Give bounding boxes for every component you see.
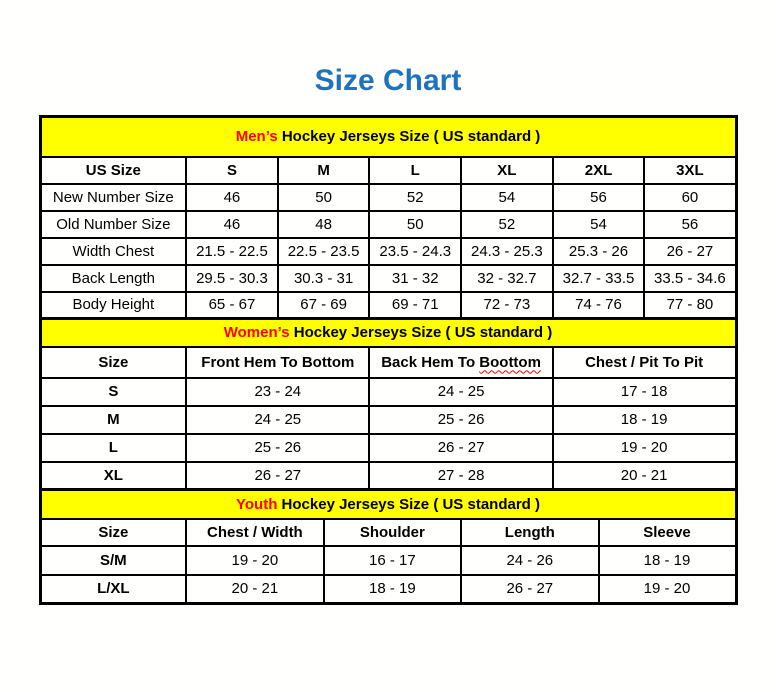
womens-caption-accent: Women’s xyxy=(223,324,290,342)
mens-cell: 33.5 - 34.6 xyxy=(644,265,736,292)
womens-column-header: Front Hem To Bottom xyxy=(186,347,369,378)
mens-row-label: Width Chest xyxy=(40,238,186,265)
womens-caption-text: Hockey Jerseys Size ( US standard ) xyxy=(289,324,553,342)
mens-cell: 30.3 - 31 xyxy=(278,265,370,292)
youth-column-header: Size xyxy=(40,519,186,546)
youth-cell: 24 - 26 xyxy=(461,546,598,575)
youth-cell: 20 - 21 xyxy=(186,575,323,604)
mens-column-header: XL xyxy=(461,157,553,184)
womens-cell: 17 - 18 xyxy=(553,378,736,406)
mens-cell: 54 xyxy=(553,211,645,238)
womens-cell: 24 - 25 xyxy=(369,378,552,406)
womens-row-label: S xyxy=(40,378,186,406)
mens-cell: 32.7 - 33.5 xyxy=(553,265,645,292)
mens-cell: 74 - 76 xyxy=(553,292,645,319)
misspelled-word: Boottom xyxy=(479,353,541,371)
mens-column-header: 2XL xyxy=(553,157,645,184)
womens-row-label: L xyxy=(40,434,186,462)
mens-row-label: Back Length xyxy=(40,265,186,292)
mens-cell: 56 xyxy=(644,211,736,238)
mens-table-row xyxy=(40,292,736,319)
mens-size-table xyxy=(39,115,738,320)
mens-cell: 46 xyxy=(186,211,278,238)
youth-row-label: S/M xyxy=(40,546,186,575)
mens-table-row xyxy=(40,265,736,292)
youth-caption-accent: Youth xyxy=(236,495,278,513)
womens-cell: 25 - 26 xyxy=(186,434,369,462)
youth-column-header: Sleeve xyxy=(599,519,736,546)
mens-column-header: US Size xyxy=(40,157,186,184)
youth-cell: 26 - 27 xyxy=(461,575,598,604)
womens-cell: 25 - 26 xyxy=(369,406,552,434)
mens-column-header: S xyxy=(186,157,278,184)
womens-table-row xyxy=(40,462,736,490)
womens-caption-row xyxy=(40,319,736,347)
youth-column-header: Shoulder xyxy=(324,519,461,546)
womens-row-label: M xyxy=(40,406,186,434)
womens-column-header: Back Hem To Boottom xyxy=(369,347,552,378)
mens-cell: 46 xyxy=(186,184,278,211)
mens-row-label: Body Height xyxy=(40,292,186,319)
page-title: Size Chart xyxy=(314,64,462,97)
mens-caption-accent: Men’s xyxy=(235,128,278,146)
womens-header-row xyxy=(40,347,736,378)
mens-cell: 23.5 - 24.3 xyxy=(369,238,461,265)
womens-cell: 23 - 24 xyxy=(186,378,369,406)
youth-cell: 18 - 19 xyxy=(599,546,736,575)
mens-caption-row xyxy=(40,117,736,157)
womens-table-row xyxy=(40,406,736,434)
mens-column-header: M xyxy=(278,157,370,184)
womens-cell: 27 - 28 xyxy=(369,462,552,490)
womens-cell: 24 - 25 xyxy=(186,406,369,434)
youth-cell: 19 - 20 xyxy=(186,546,323,575)
youth-caption-row xyxy=(40,490,736,519)
mens-cell: 25.3 - 26 xyxy=(553,238,645,265)
mens-cell: 77 - 80 xyxy=(644,292,736,319)
mens-cell: 32 - 32.7 xyxy=(461,265,553,292)
youth-table-caption xyxy=(40,490,736,519)
womens-column-header: Chest / Pit To Pit xyxy=(553,347,736,378)
mens-cell: 21.5 - 22.5 xyxy=(186,238,278,265)
youth-row-label: L/XL xyxy=(40,575,186,604)
mens-table-row xyxy=(40,184,736,211)
mens-caption-text: Hockey Jerseys Size ( US standard ) xyxy=(277,128,541,146)
mens-cell: 22.5 - 23.5 xyxy=(278,238,370,265)
youth-caption-text: Hockey Jerseys Size ( US standard ) xyxy=(277,495,540,513)
womens-cell: 26 - 27 xyxy=(369,434,552,462)
mens-cell: 54 xyxy=(461,184,553,211)
mens-cell: 29.5 - 30.3 xyxy=(186,265,278,292)
mens-cell: 52 xyxy=(369,184,461,211)
mens-cell: 50 xyxy=(278,184,370,211)
mens-row-label: Old Number Size xyxy=(40,211,186,238)
youth-size-table xyxy=(39,488,738,605)
mens-cell: 69 - 71 xyxy=(369,292,461,319)
youth-cell: 19 - 20 xyxy=(599,575,736,604)
womens-size-table xyxy=(39,317,738,491)
mens-column-header: L xyxy=(369,157,461,184)
youth-column-header: Length xyxy=(461,519,598,546)
womens-cell: 20 - 21 xyxy=(553,462,736,490)
mens-table-row xyxy=(40,238,736,265)
womens-column-header: Size xyxy=(40,347,186,378)
mens-header-row xyxy=(40,157,736,184)
womens-table-row xyxy=(40,378,736,406)
mens-cell: 50 xyxy=(369,211,461,238)
youth-table-row xyxy=(40,546,736,575)
mens-cell: 52 xyxy=(461,211,553,238)
mens-cell: 72 - 73 xyxy=(461,292,553,319)
mens-cell: 60 xyxy=(644,184,736,211)
mens-cell: 31 - 32 xyxy=(369,265,461,292)
mens-cell: 26 - 27 xyxy=(644,238,736,265)
mens-row-label: New Number Size xyxy=(40,184,186,211)
mens-cell: 48 xyxy=(278,211,370,238)
mens-cell: 65 - 67 xyxy=(186,292,278,319)
size-tables-container xyxy=(39,115,738,605)
mens-column-header: 3XL xyxy=(644,157,736,184)
womens-row-label: XL xyxy=(40,462,186,490)
youth-cell: 18 - 19 xyxy=(324,575,461,604)
youth-header-row xyxy=(40,519,736,546)
womens-cell: 18 - 19 xyxy=(553,406,736,434)
mens-table-row xyxy=(40,211,736,238)
womens-cell: 26 - 27 xyxy=(186,462,369,490)
womens-cell: 19 - 20 xyxy=(553,434,736,462)
womens-table-row xyxy=(40,434,736,462)
mens-cell: 56 xyxy=(553,184,645,211)
youth-column-header: Chest / Width xyxy=(186,519,323,546)
mens-cell: 24.3 - 25.3 xyxy=(461,238,553,265)
mens-cell: 67 - 69 xyxy=(278,292,370,319)
mens-table-caption xyxy=(40,117,736,157)
youth-table-row xyxy=(40,575,736,604)
youth-cell: 16 - 17 xyxy=(324,546,461,575)
womens-table-caption xyxy=(40,319,736,347)
